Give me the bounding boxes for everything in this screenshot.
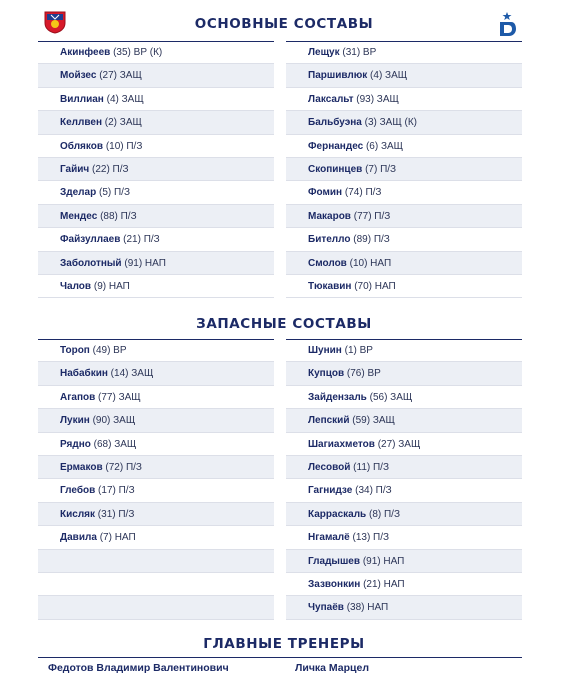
player-name: Файзуллаев [60, 234, 121, 246]
player-name: Чалов [60, 280, 92, 292]
player-row [38, 181, 274, 204]
player-row [286, 205, 522, 228]
player-row [38, 228, 274, 251]
player-name: Лаксальт [308, 93, 354, 105]
player-number-position: (3) ЗАЩ (К) [364, 117, 417, 129]
player-name: Гайич [60, 163, 90, 175]
player-row [286, 339, 522, 362]
player-number-position: (31) П/З [97, 508, 135, 520]
player-number-position: (9) НАП [93, 280, 130, 292]
player-name: Гладышев [308, 555, 361, 567]
player-number-position: (31) ВР [342, 47, 377, 58]
player-name: Бальбуэна [308, 117, 362, 129]
player-row [286, 503, 522, 526]
player-row [38, 362, 274, 385]
player-number-position: (74) П/З [344, 187, 382, 199]
player-number-position: (22) П/З [91, 163, 129, 175]
player-name: Зделар [60, 187, 97, 199]
player-name: Зайдензаль [308, 391, 367, 403]
player-row [286, 456, 522, 479]
player-row [286, 409, 522, 432]
player-row [286, 526, 522, 549]
player-number-position: (14) ЗАЩ [110, 368, 154, 380]
player-row [286, 181, 522, 204]
player-number-position: (68) ЗАЩ [93, 438, 137, 450]
player-name: Обляков [60, 140, 104, 152]
player-row [286, 135, 522, 158]
player-row [38, 158, 274, 181]
player-name: Лесовой [308, 461, 351, 473]
subs-away-list [286, 339, 522, 620]
player-number-position: (34) П/З [355, 485, 392, 497]
player-name: Келлвен [60, 117, 102, 129]
player-name: Заболотный [60, 257, 122, 269]
player-number-position: (10) НАП [349, 257, 392, 269]
player-row [38, 111, 274, 134]
player-name: Шагиахметов [308, 438, 375, 450]
section-title-subs: ЗАПАСНЫЕ СОСТАВЫ [196, 316, 372, 332]
player-number-position: (7) П/З [365, 163, 397, 175]
player-name: Купцов [308, 368, 345, 380]
player-number-position: (21) П/З [123, 234, 160, 246]
player-row [286, 41, 522, 64]
player-number-position: (17) П/З [98, 485, 135, 497]
player-name: Тороп [60, 345, 90, 356]
player-row [286, 433, 522, 456]
empty-row [38, 596, 274, 619]
player-number-position: (56) ЗАЩ [369, 391, 413, 403]
player-row [38, 456, 274, 479]
player-number-position: (8) П/З [368, 508, 400, 520]
player-name: Фернандес [308, 140, 364, 152]
player-row [286, 64, 522, 87]
empty-row [38, 550, 274, 573]
player-row [38, 64, 274, 87]
player-number-position: (1) ВР [344, 345, 373, 356]
empty-row [38, 573, 274, 596]
player-row [38, 275, 274, 298]
player-number-position: (88) П/З [100, 210, 137, 222]
player-number-position: (49) ВР [92, 345, 127, 356]
player-name: Акинфеев [60, 47, 111, 58]
player-row [286, 479, 522, 502]
player-row [286, 88, 522, 111]
player-number-position: (2) ЗАЩ [104, 117, 142, 129]
player-name: Бителло [308, 234, 351, 246]
player-number-position: (70) НАП [354, 280, 396, 292]
player-number-position: (38) НАП [346, 602, 389, 614]
player-row [286, 228, 522, 251]
player-number-position: (4) ЗАЩ [106, 93, 144, 105]
player-row [286, 362, 522, 385]
player-number-position: (77) ЗАЩ [98, 391, 141, 403]
player-row [38, 526, 274, 549]
player-name: Лепский [308, 415, 350, 427]
player-row [38, 339, 274, 362]
player-name: Набабкин [60, 368, 108, 380]
player-number-position: (72) П/З [105, 461, 142, 473]
player-row [38, 386, 274, 409]
player-number-position: (91) НАП [124, 257, 166, 269]
player-name: Зазвонкин [308, 578, 361, 590]
player-row [38, 479, 274, 502]
player-number-position: (7) НАП [99, 532, 136, 544]
coach-away: Личка Марцел [295, 662, 370, 674]
player-number-position: (21) НАП [363, 578, 405, 590]
player-number-position: (13) П/З [352, 532, 390, 544]
player-name: Виллиан [60, 93, 104, 105]
player-name: Глебов [60, 485, 96, 497]
player-number-position: (11) П/З [353, 461, 389, 473]
player-number-position: (91) НАП [362, 555, 405, 567]
player-name: Давила [60, 532, 97, 544]
player-row [38, 88, 274, 111]
player-name: Макаров [308, 210, 351, 222]
player-name: Смолов [308, 257, 347, 269]
player-row [286, 550, 522, 573]
player-name: Паршивлюк [308, 70, 368, 82]
player-name: Мойзес [60, 70, 97, 82]
player-row [38, 409, 274, 432]
player-name: Гагнидзе [308, 485, 353, 497]
player-row [286, 573, 522, 596]
player-number-position: (59) ЗАЩ [352, 415, 395, 427]
player-row [38, 135, 274, 158]
player-name: Шунин [308, 345, 342, 356]
player-name: Агапов [60, 391, 96, 403]
player-number-position: (77) П/З [353, 210, 391, 222]
section-title-coaches: ГЛАВНЫЕ ТРЕНЕРЫ [203, 636, 365, 652]
coach-home: Федотов Владимир Валентинович [48, 662, 229, 674]
player-name: Лукин [60, 415, 90, 427]
player-row [38, 433, 274, 456]
player-name: Скопинцев [308, 163, 363, 175]
player-number-position: (5) П/З [98, 187, 130, 199]
player-number-position: (4) ЗАЩ [370, 70, 408, 82]
player-name: Лещук [308, 47, 340, 58]
player-row [286, 252, 522, 275]
player-number-position: (10) П/З [105, 140, 143, 152]
player-name: Нгамалё [308, 532, 350, 544]
player-number-position: (93) ЗАЩ [356, 93, 399, 105]
player-row [38, 503, 274, 526]
player-number-position: (76) ВР [346, 368, 381, 380]
player-row [38, 252, 274, 275]
player-row [286, 275, 522, 298]
section-title-starting: ОСНОВНЫЕ СОСТАВЫ [194, 16, 374, 32]
player-number-position: (27) ЗАЩ [377, 438, 421, 450]
player-row [38, 205, 274, 228]
player-row [286, 386, 522, 409]
player-name: Рядно [60, 438, 91, 450]
divider-coaches [38, 657, 522, 658]
player-name: Тюкавин [308, 280, 352, 292]
player-name: Чупаёв [308, 602, 344, 614]
player-name: Карраскаль [308, 508, 367, 520]
player-number-position: (90) ЗАЩ [92, 415, 136, 427]
player-number-position: (35) ВР (К) [113, 47, 163, 58]
player-row [38, 41, 274, 64]
player-row [286, 596, 522, 619]
player-number-position: (6) ЗАЩ [365, 140, 404, 152]
player-name: Кисляк [60, 508, 96, 520]
player-row [286, 158, 522, 181]
player-number-position: (89) П/З [353, 234, 390, 246]
subs-home-list [38, 339, 274, 620]
player-name: Мендес [60, 210, 98, 222]
player-row [286, 111, 522, 134]
starting-away-list [286, 41, 522, 298]
player-number-position: (27) ЗАЩ [99, 70, 142, 82]
player-name: Фомин [308, 187, 343, 199]
starting-home-list [38, 41, 274, 298]
player-name: Ермаков [60, 461, 103, 473]
